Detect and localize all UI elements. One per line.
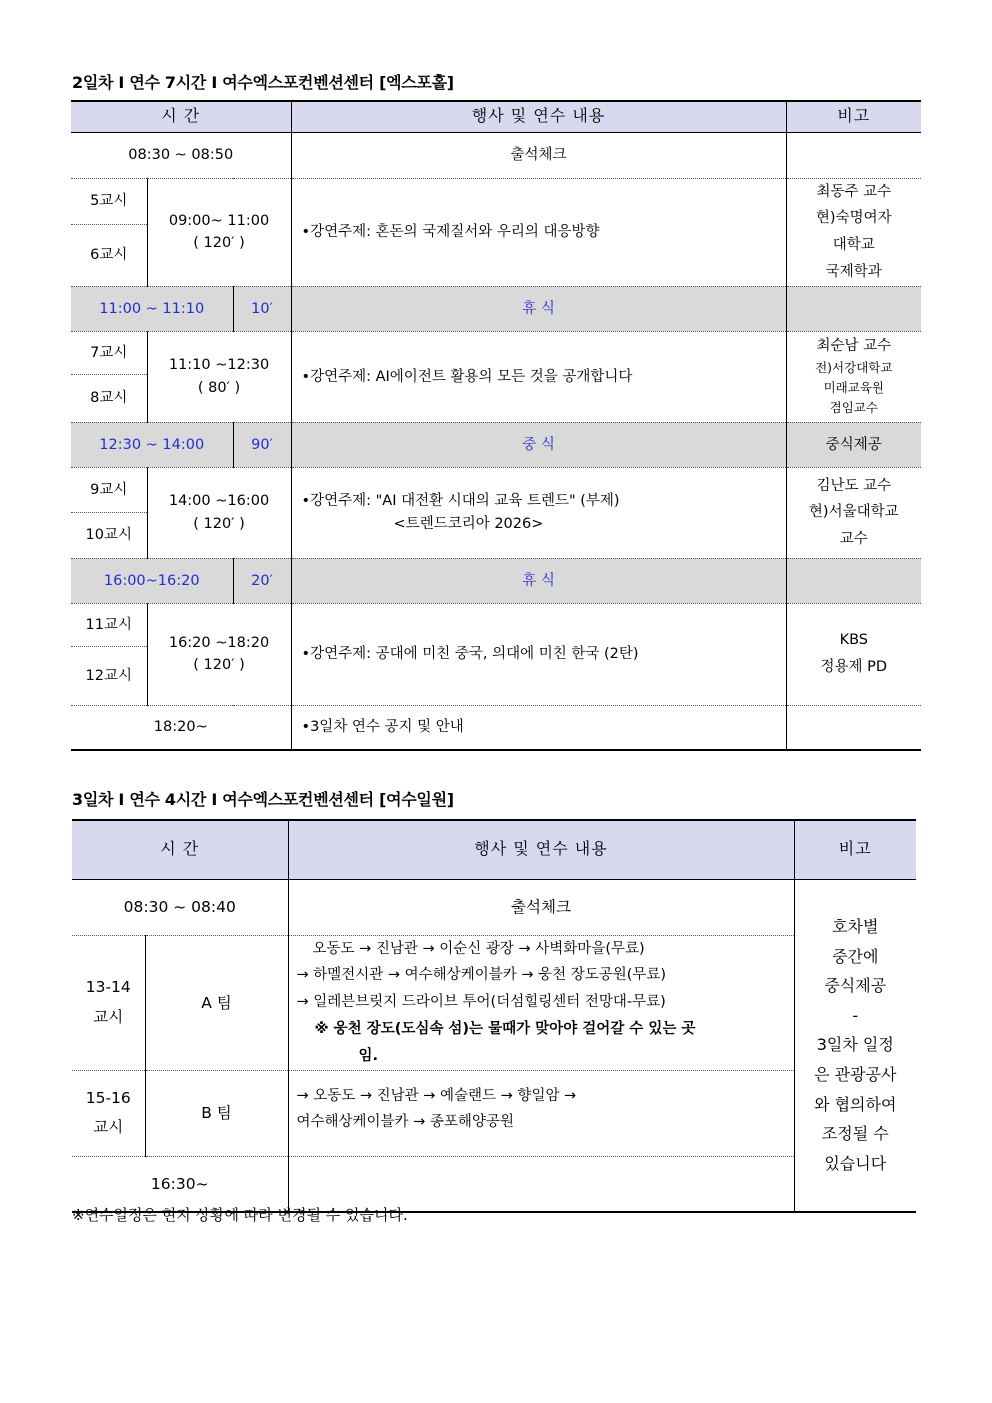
session-time: 11:10 ~12:30 ( 80′ ) bbox=[147, 331, 291, 422]
period-label: 12교시 bbox=[71, 646, 147, 705]
break-note bbox=[786, 286, 921, 331]
break-duration: 10′ bbox=[233, 286, 291, 331]
period-label: 6교시 bbox=[71, 224, 147, 286]
day3-heading: 3일차 I 연수 4시간 I 여수엑스포컨벤션센터 [여수일원] bbox=[72, 790, 454, 809]
session-content: •강연주제: AI에이전트 활용의 모든 것을 공개합니다 bbox=[291, 331, 786, 422]
session-content: •강연주제: 혼돈의 국제질서와 우리의 대응방향 bbox=[291, 178, 786, 286]
period-label: 9교시 bbox=[71, 467, 147, 512]
session-time: 14:00 ~16:00 ( 120′ ) bbox=[147, 467, 291, 558]
day3-note: 호차별 중간에 중식제공 - 3일차 일정 은 관광공사 와 협의하여 조정될 수 있습니다 bbox=[794, 879, 916, 1212]
schedule-footnote: ※연수일정은 현지 상황에 따라 변경될 수 있습니다. bbox=[72, 1206, 408, 1224]
period-label: 13-14 교시 bbox=[72, 935, 145, 1070]
day2-heading: 2일차 I 연수 7시간 I 여수엑스포컨벤션센터 [엑스포홀] bbox=[72, 73, 454, 92]
break-time: 16:00~16:20 bbox=[71, 558, 233, 603]
day2-schedule-table bbox=[71, 100, 921, 751]
break-time: 11:00 ~ 11:10 bbox=[71, 286, 233, 331]
session-note: 최동주 교수 현)숙명여자 대학교 국제학과 bbox=[786, 178, 921, 286]
session-note: 김난도 교수 현)서울대학교 교수 bbox=[786, 467, 921, 558]
period-label: 5교시 bbox=[71, 178, 147, 224]
header-content: 행사 및 연수 내용 bbox=[291, 101, 786, 132]
closing-note bbox=[786, 705, 921, 750]
lunch-note: 중식제공 bbox=[786, 422, 921, 467]
team-label: B 팀 bbox=[145, 1070, 288, 1156]
closing-time: 18:20~ bbox=[71, 705, 291, 750]
team-route: → 오동도 → 진남관 → 예술랜드 → 향일암 → 여수해상케이블카 → 종포해양공원 bbox=[288, 1070, 794, 1156]
session-note: KBS 정용제 PD bbox=[786, 603, 921, 705]
team-route: 오동도 → 진남관 → 이순신 광장 → 사벽화마을(무료) → 하멜전시관 → 여수해상케이블카 → 웅천 장도공원(무료) → 일레븐브릿지 드라이브 투어(더섬힐링센터 전망대-무료) ※ 웅천 장도(도심속 섬)는 물때가 맞아야 걸어갈 수 있는 곳 임. bbox=[288, 935, 794, 1070]
session-time: 16:20 ~18:20 ( 120′ ) bbox=[147, 603, 291, 705]
period-label: 10교시 bbox=[71, 512, 147, 558]
header-note: 비고 bbox=[794, 820, 916, 879]
session-content: •강연주제: 공대에 미친 중국, 의대에 미친 한국 (2탄) bbox=[291, 603, 786, 705]
session-content: •강연주제: "AI 대전환 시대의 교육 트렌드" (부제) <트렌드코리아 2026> bbox=[291, 467, 786, 558]
lunch-time: 12:30 ~ 14:00 bbox=[71, 422, 233, 467]
checkin-content: 출석체크 bbox=[291, 132, 786, 178]
checkin-content: 출석체크 bbox=[288, 879, 794, 935]
period-label: 8교시 bbox=[71, 374, 147, 422]
break-content: 휴 식 bbox=[291, 286, 786, 331]
header-content: 행사 및 연수 내용 bbox=[288, 820, 794, 879]
checkin-note bbox=[786, 132, 921, 178]
break-content: 휴 식 bbox=[291, 558, 786, 603]
period-label: 7교시 bbox=[71, 331, 147, 374]
header-time: 시 간 bbox=[71, 101, 291, 132]
closing-time: 16:30~ bbox=[72, 1156, 288, 1212]
closing-content: •3일차 연수 공지 및 안내 bbox=[291, 705, 786, 750]
day3-schedule-table bbox=[72, 819, 916, 1213]
team-label: A 팀 bbox=[145, 935, 288, 1070]
lunch-duration: 90′ bbox=[233, 422, 291, 467]
checkin-time: 08:30 ~ 08:50 bbox=[71, 132, 291, 178]
lunch-content: 중 식 bbox=[291, 422, 786, 467]
period-label: 15-16 교시 bbox=[72, 1070, 145, 1156]
break-duration: 20′ bbox=[233, 558, 291, 603]
header-note: 비고 bbox=[786, 101, 921, 132]
period-label: 11교시 bbox=[71, 603, 147, 646]
session-note: 최순남 교수 전)서강대학교 미래교육원 겸임교수 bbox=[786, 331, 921, 422]
header-time: 시 간 bbox=[72, 820, 288, 879]
session-time: 09:00~ 11:00 ( 120′ ) bbox=[147, 178, 291, 286]
break-note bbox=[786, 558, 921, 603]
checkin-time: 08:30 ~ 08:40 bbox=[72, 879, 288, 935]
